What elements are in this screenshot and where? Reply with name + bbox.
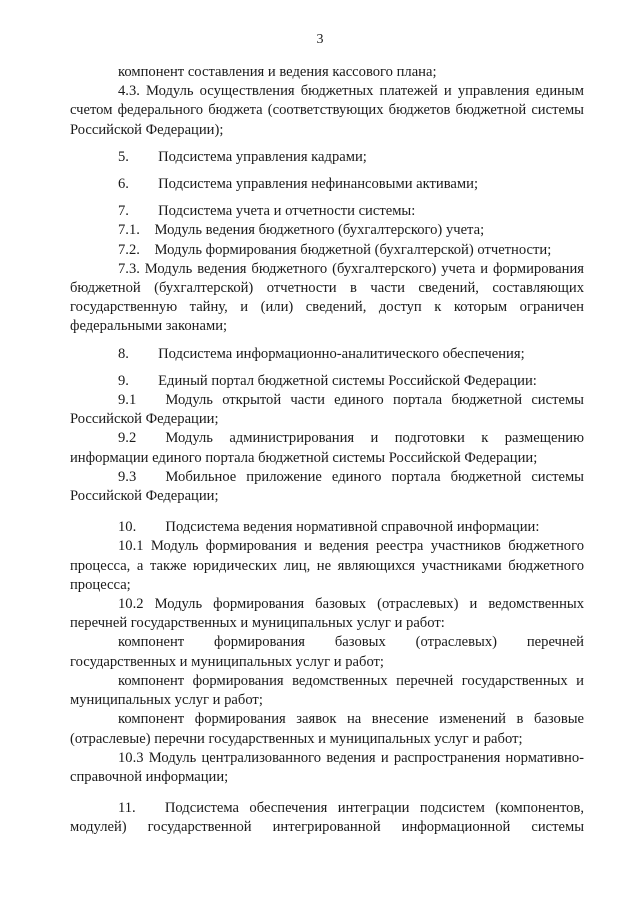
paragraph-10: 10. Подсистема ведения нормативной справочной информации:: [118, 519, 540, 536]
paragraph-7-3: 7.3. Модуль ведения бюджетного (бухгалтерского) учета и формирования бюджетной (бухгалтерской) отчетности в части сведений, составляющих государственную тайну, и (или) сведений, доступ к которым ограничен федеральными законами;: [70, 260, 584, 335]
paragraph-10-3: 10.3 Модуль централизованного ведения и распространения нормативно-справочной информации;: [70, 749, 584, 785]
paragraph-8: 8. Подсистема информационно-аналитического обеспечения;: [118, 345, 525, 362]
paragraph-cash-plan-component: компонент составления и ведения кассового плана;: [118, 64, 437, 80]
paragraph-7-1: 7.1. Модуль ведения бюджетного (бухгалтерского) учета;: [118, 222, 485, 239]
paragraph-7-2: 7.2. Модуль формирования бюджетной (бухгалтерской) отчетности;: [118, 241, 552, 258]
page-number: 3: [316, 32, 324, 47]
paragraph-4-3: 4.3. Модуль осуществления бюджетных платежей и управления единым счетом федерального бюджета (соответствующих бюджетов бюджетной системы Российской Федерации);: [70, 83, 584, 138]
paragraph-9-2: 9.2 Модуль администрирования и подготовки к размещению информации единого портала бюджетной системы Российской Федерации;: [70, 430, 584, 466]
paragraph-change-requests-component: компонент формирования заявок на внесение изменений в базовые (отраслевые) перечни государственных и муниципальных услуг и работ;: [70, 711, 584, 747]
paragraph-11: 11. Подсистема обеспечения интеграции подсистем (компонентов, модулей) государственной интегрированной информационной системы: [70, 800, 584, 836]
document-body: [70, 63, 584, 838]
paragraph-9-1: 9.1 Модуль открытой части единого портала бюджетной системы Российской Федерации;: [70, 392, 584, 428]
paragraph-9-3: 9.3 Мобильное приложение единого портала бюджетной системы Российской Федерации;: [70, 468, 584, 505]
paragraph-7: 7. Подсистема учета и отчетности системы:: [118, 203, 416, 220]
paragraph-basic-lists-component: компонент формирования базовых (отраслевых) перечней государственных и муниципальных услуг и работ;: [70, 634, 584, 670]
paragraph-5: 5. Подсистема управления кадрами;: [118, 148, 367, 165]
paragraph-departmental-lists-component: компонент формирования ведомственных перечней государственных и муниципальных услуг и работ;: [70, 672, 584, 709]
paragraph-10-2: 10.2 Модуль формирования базовых (отраслевых) и ведомственных перечней государственных и муниципальных услуг и работ:: [70, 596, 584, 632]
paragraph-10-1: 10.1 Модуль формирования и ведения реестра участников бюджетного процесса, а также юридических лиц, не являющихся участниками бюджетного процесса;: [70, 538, 584, 593]
paragraph-6: 6. Подсистема управления нефинансовыми активами;: [118, 176, 479, 193]
paragraph-9: 9. Единый портал бюджетной системы Российской Федерации:: [118, 372, 537, 389]
